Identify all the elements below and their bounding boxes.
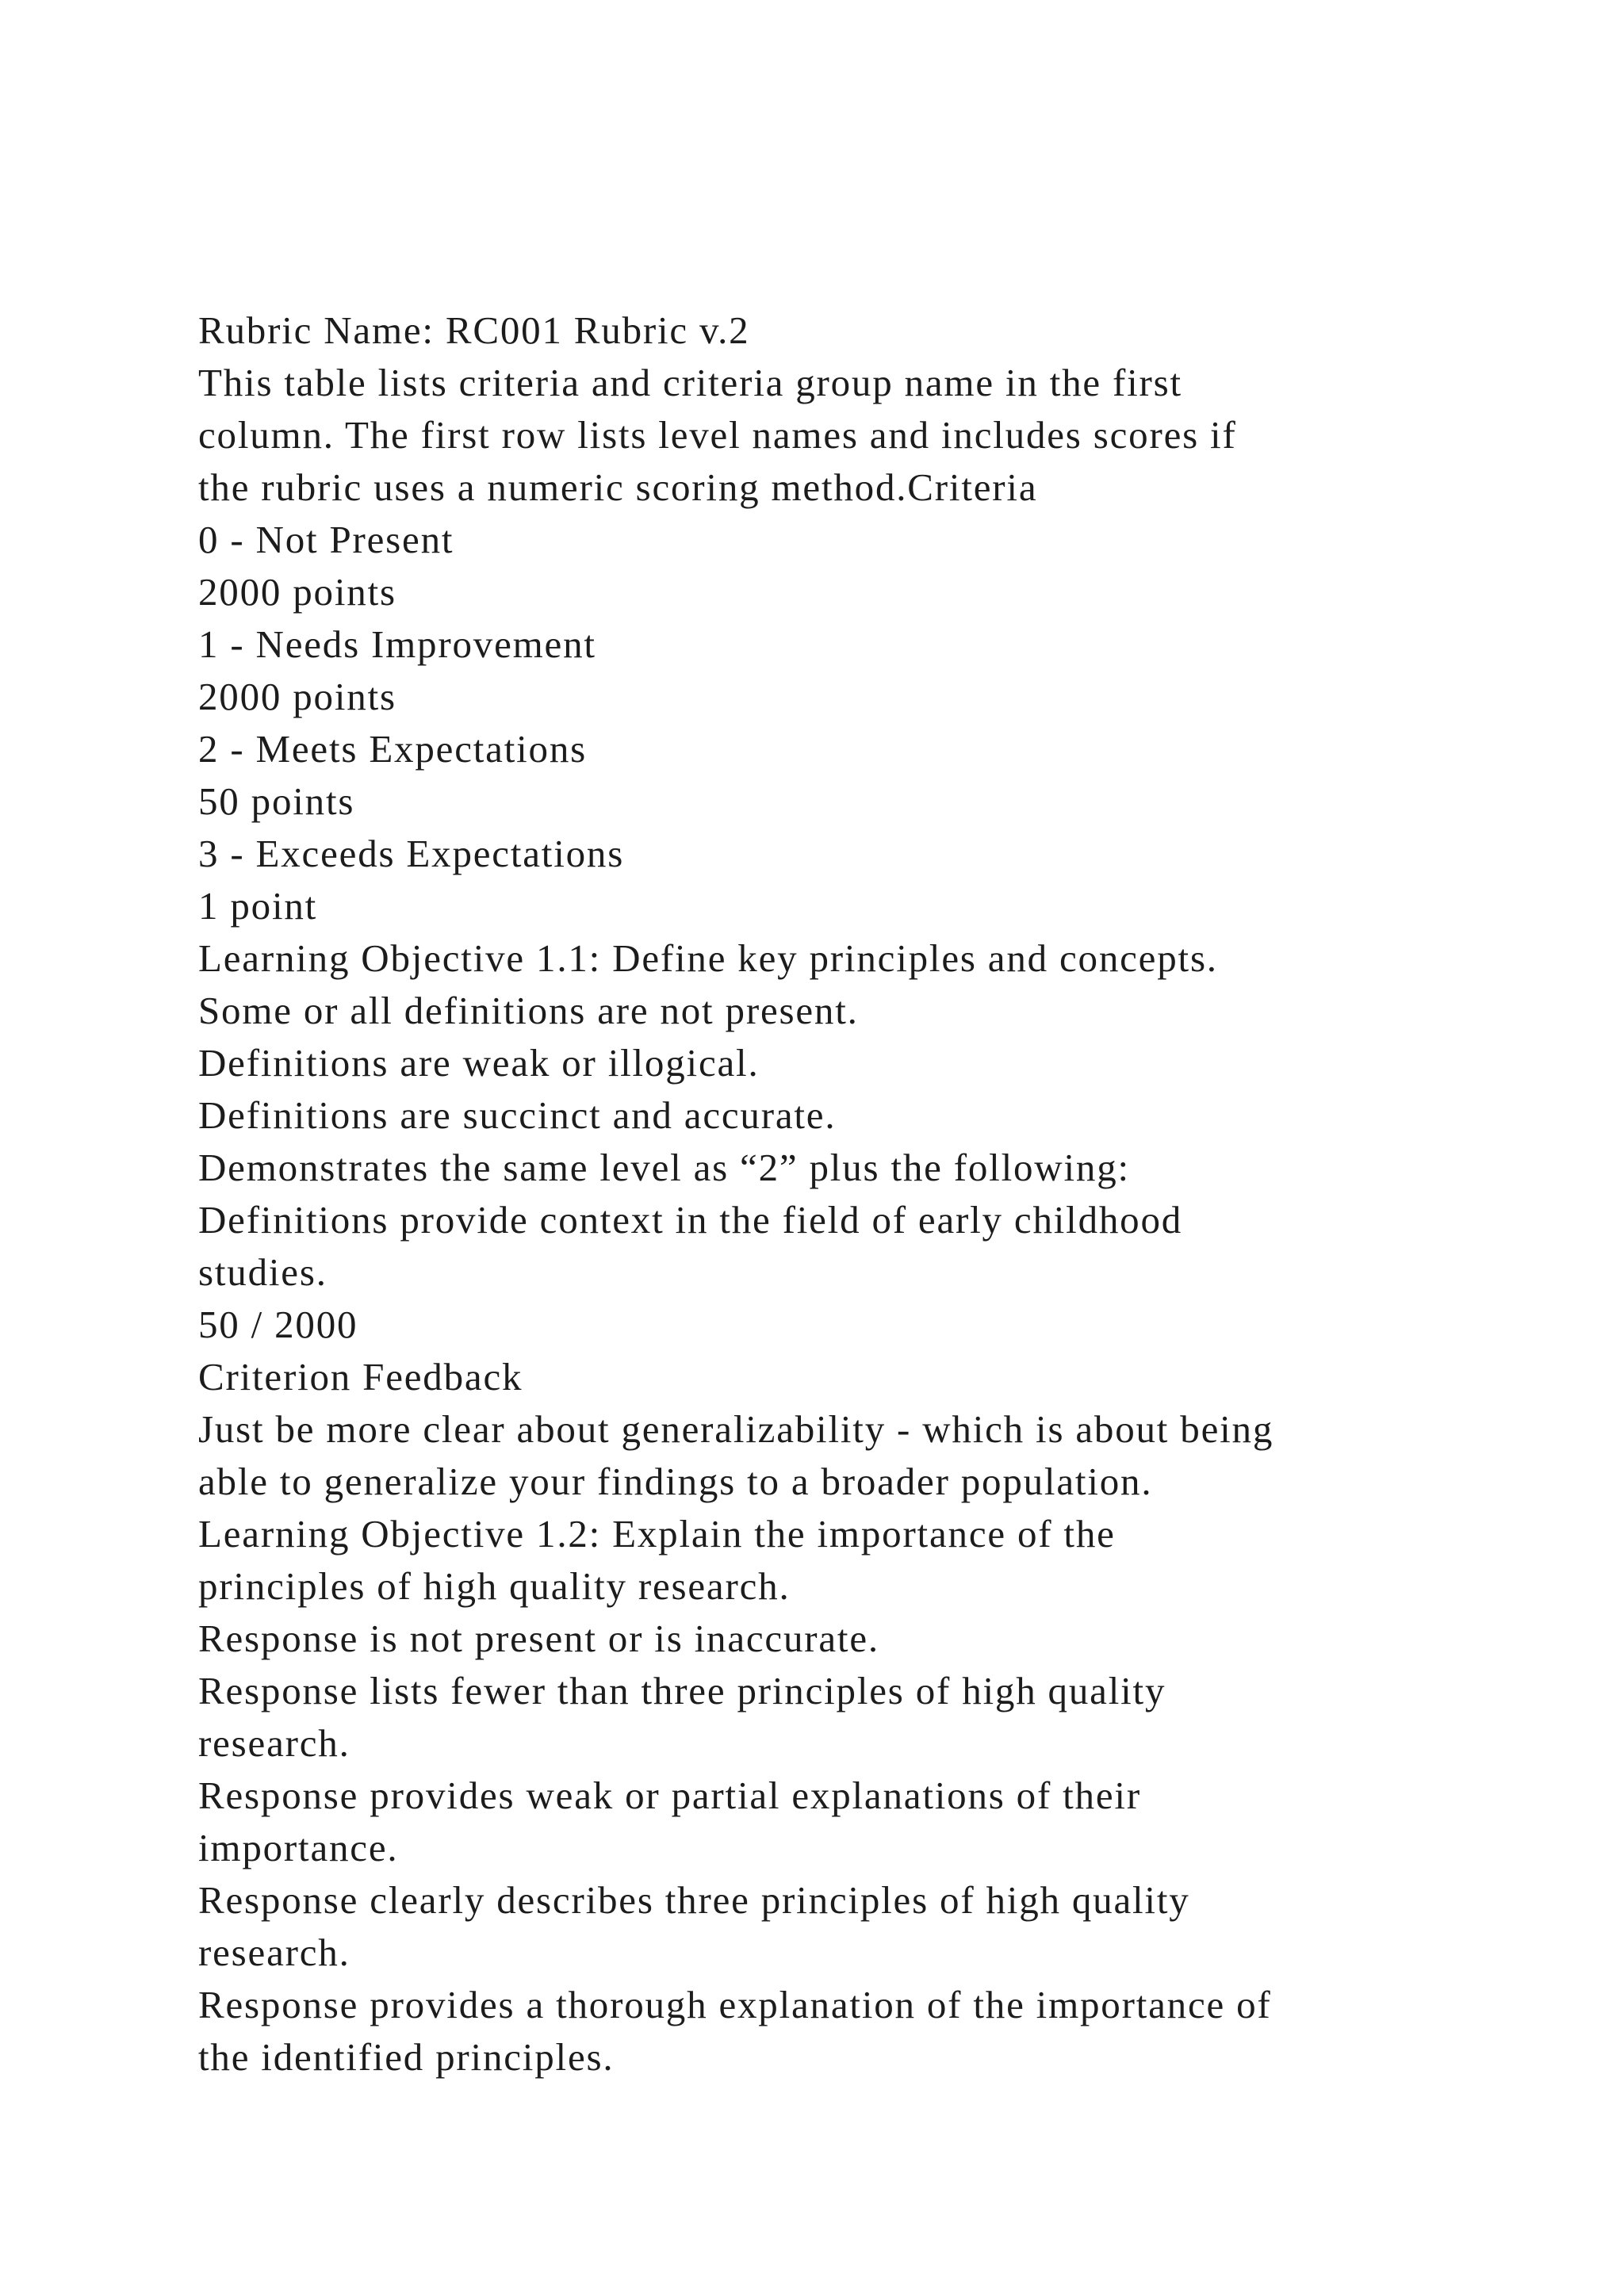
criterion-level-text: Response is not present or is inaccurate. <box>198 1617 879 1660</box>
criterion-level-text: research. <box>198 1931 350 1974</box>
level-name-line: 1 - Needs Improvement <box>198 622 596 666</box>
table-description-line: This table lists criteria and criteria group name in the first <box>198 361 1182 404</box>
table-description-line: the rubric uses a numeric scoring method.Criteria <box>198 465 1038 509</box>
criterion-level-text: Demonstrates the same level as “2” plus the following: <box>198 1146 1130 1189</box>
criterion-level-text: the identified principles. <box>198 2035 615 2079</box>
level-name-line: 3 - Exceeds Expectations <box>198 832 625 875</box>
level-points-line: 2000 points <box>198 570 396 614</box>
criterion-title-line: principles of high quality research. <box>198 1564 791 1608</box>
criterion-title-line: Learning Objective 1.2: Explain the importance of the <box>198 1512 1116 1556</box>
criterion-feedback-text: Just be more clear about generalizability - which is about being <box>198 1407 1274 1451</box>
criterion-level-text: Definitions provide context in the field of early childhood <box>198 1198 1183 1242</box>
criterion-feedback-heading: Criterion Feedback <box>198 1355 523 1399</box>
document-body <box>198 304 1499 2084</box>
criterion-title-line: Learning Objective 1.1: Define key principles and concepts. <box>198 936 1218 980</box>
criterion-level-text: Response provides weak or partial explanations of their <box>198 1774 1141 1817</box>
criterion-feedback-text: able to generalize your findings to a broader population. <box>198 1460 1153 1503</box>
level-name-line: 0 - Not Present <box>198 518 454 561</box>
criterion-level-text: Response lists fewer than three principles of high quality <box>198 1669 1166 1712</box>
level-points-line: 1 point <box>198 884 318 928</box>
criterion-level-text: research. <box>198 1721 350 1765</box>
level-points-line: 50 points <box>198 779 355 823</box>
rubric-name-line: Rubric Name: RC001 Rubric v.2 <box>198 308 750 352</box>
criterion-score-line: 50 / 2000 <box>198 1303 358 1346</box>
criterion-level-text: importance. <box>198 1826 399 1869</box>
criterion-level-text: Definitions are succinct and accurate. <box>198 1093 837 1137</box>
level-name-line: 2 - Meets Expectations <box>198 727 588 771</box>
criterion-level-text: Response provides a thorough explanation of the importance of <box>198 1983 1272 2026</box>
level-points-line: 2000 points <box>198 675 396 718</box>
criterion-level-text: Response clearly describes three principles of high quality <box>198 1878 1190 1922</box>
table-description-line: column. The first row lists level names and includes scores if <box>198 413 1237 457</box>
criterion-level-text: studies. <box>198 1250 327 1294</box>
criterion-level-text: Some or all definitions are not present. <box>198 989 859 1032</box>
criterion-level-text: Definitions are weak or illogical. <box>198 1041 760 1085</box>
